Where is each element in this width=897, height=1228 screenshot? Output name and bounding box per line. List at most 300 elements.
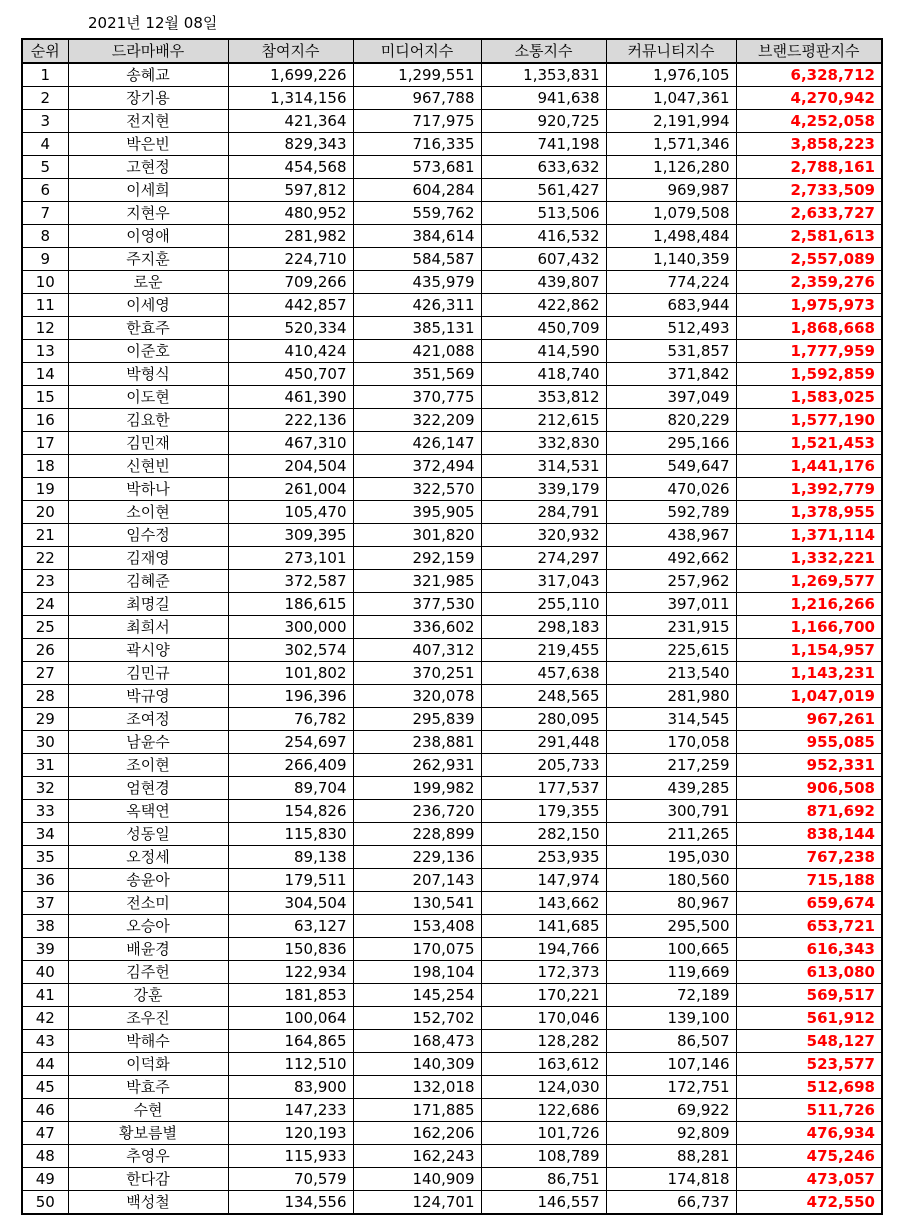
communication-cell: 124,030: [481, 1076, 606, 1099]
participation-cell: 222,136: [228, 409, 353, 432]
table-row: [22, 570, 882, 593]
rank-cell: 31: [22, 754, 68, 777]
participation-cell: 204,504: [228, 455, 353, 478]
communication-cell: 280,095: [481, 708, 606, 731]
community-cell: 300,791: [606, 800, 736, 823]
participation-cell: 63,127: [228, 915, 353, 938]
brand-reputation-cell: 1,332,221: [736, 547, 882, 570]
communication-cell: 179,355: [481, 800, 606, 823]
actor-name-cell: 성동일: [68, 823, 228, 846]
actor-name-cell: 박효주: [68, 1076, 228, 1099]
actor-name-cell: 김주헌: [68, 961, 228, 984]
community-cell: 107,146: [606, 1053, 736, 1076]
media-cell: 351,569: [353, 363, 481, 386]
media-cell: 168,473: [353, 1030, 481, 1053]
actor-name-cell: 수현: [68, 1099, 228, 1122]
community-cell: 774,224: [606, 271, 736, 294]
communication-cell: 418,740: [481, 363, 606, 386]
actor-name-cell: 전소미: [68, 892, 228, 915]
table-row: [22, 363, 882, 386]
communication-cell: 146,557: [481, 1191, 606, 1215]
communication-cell: 320,932: [481, 524, 606, 547]
brand-reputation-cell: 906,508: [736, 777, 882, 800]
header-community: 커뮤니티지수: [606, 39, 736, 63]
actor-name-cell: 전지현: [68, 110, 228, 133]
media-cell: 716,335: [353, 133, 481, 156]
rank-cell: 34: [22, 823, 68, 846]
communication-cell: 298,183: [481, 616, 606, 639]
rank-cell: 22: [22, 547, 68, 570]
brand-reputation-cell: 4,270,942: [736, 87, 882, 110]
table-row: [22, 133, 882, 156]
table-row: [22, 271, 882, 294]
table-row: [22, 1099, 882, 1122]
media-cell: 140,309: [353, 1053, 481, 1076]
media-cell: 370,775: [353, 386, 481, 409]
actor-name-cell: 곽시양: [68, 639, 228, 662]
communication-cell: 128,282: [481, 1030, 606, 1053]
actor-name-cell: 소이현: [68, 501, 228, 524]
media-cell: 153,408: [353, 915, 481, 938]
communication-cell: 163,612: [481, 1053, 606, 1076]
rank-cell: 48: [22, 1145, 68, 1168]
media-cell: 421,088: [353, 340, 481, 363]
rank-cell: 1: [22, 63, 68, 87]
header-media: 미디어지수: [353, 39, 481, 63]
community-cell: 397,049: [606, 386, 736, 409]
media-cell: 124,701: [353, 1191, 481, 1215]
actor-name-cell: 한다감: [68, 1168, 228, 1191]
table-header-row: [22, 39, 882, 63]
community-cell: 371,842: [606, 363, 736, 386]
communication-cell: 282,150: [481, 823, 606, 846]
rank-cell: 21: [22, 524, 68, 547]
media-cell: 236,720: [353, 800, 481, 823]
participation-cell: 266,409: [228, 754, 353, 777]
communication-cell: 212,615: [481, 409, 606, 432]
community-cell: 397,011: [606, 593, 736, 616]
communication-cell: 170,046: [481, 1007, 606, 1030]
rank-cell: 23: [22, 570, 68, 593]
participation-cell: 196,396: [228, 685, 353, 708]
table-row: [22, 179, 882, 202]
community-cell: 92,809: [606, 1122, 736, 1145]
community-cell: 512,493: [606, 317, 736, 340]
media-cell: 130,541: [353, 892, 481, 915]
brand-reputation-cell: 952,331: [736, 754, 882, 777]
rank-cell: 28: [22, 685, 68, 708]
table-row: [22, 317, 882, 340]
actor-name-cell: 박형식: [68, 363, 228, 386]
participation-cell: 100,064: [228, 1007, 353, 1030]
media-cell: 262,931: [353, 754, 481, 777]
table-row: [22, 547, 882, 570]
participation-cell: 120,193: [228, 1122, 353, 1145]
community-cell: 211,265: [606, 823, 736, 846]
communication-cell: 170,221: [481, 984, 606, 1007]
communication-cell: 194,766: [481, 938, 606, 961]
table-row: [22, 1076, 882, 1099]
table-row: [22, 110, 882, 133]
actor-name-cell: 조여정: [68, 708, 228, 731]
actor-name-cell: 이세영: [68, 294, 228, 317]
participation-cell: 709,266: [228, 271, 353, 294]
media-cell: 145,254: [353, 984, 481, 1007]
table-row: [22, 662, 882, 685]
participation-cell: 115,933: [228, 1145, 353, 1168]
media-cell: 132,018: [353, 1076, 481, 1099]
table-row: [22, 823, 882, 846]
rank-cell: 7: [22, 202, 68, 225]
media-cell: 377,530: [353, 593, 481, 616]
community-cell: 88,281: [606, 1145, 736, 1168]
brand-reputation-cell: 871,692: [736, 800, 882, 823]
actor-name-cell: 김요한: [68, 409, 228, 432]
media-cell: 322,209: [353, 409, 481, 432]
table-row: [22, 984, 882, 1007]
communication-cell: 122,686: [481, 1099, 606, 1122]
community-cell: 2,191,994: [606, 110, 736, 133]
rank-cell: 45: [22, 1076, 68, 1099]
actor-name-cell: 주지훈: [68, 248, 228, 271]
communication-cell: 741,198: [481, 133, 606, 156]
actor-name-cell: 추영우: [68, 1145, 228, 1168]
communication-cell: 414,590: [481, 340, 606, 363]
rank-cell: 35: [22, 846, 68, 869]
actor-name-cell: 백성철: [68, 1191, 228, 1215]
community-cell: 1,047,361: [606, 87, 736, 110]
actor-name-cell: 이영애: [68, 225, 228, 248]
community-cell: 281,980: [606, 685, 736, 708]
participation-cell: 186,615: [228, 593, 353, 616]
media-cell: 407,312: [353, 639, 481, 662]
community-cell: 531,857: [606, 340, 736, 363]
communication-cell: 253,935: [481, 846, 606, 869]
rank-cell: 25: [22, 616, 68, 639]
communication-cell: 172,373: [481, 961, 606, 984]
participation-cell: 1,699,226: [228, 63, 353, 87]
media-cell: 162,243: [353, 1145, 481, 1168]
rank-cell: 27: [22, 662, 68, 685]
brand-reputation-cell: 2,581,613: [736, 225, 882, 248]
actor-name-cell: 이도현: [68, 386, 228, 409]
brand-reputation-cell: 2,359,276: [736, 271, 882, 294]
actor-name-cell: 김혜준: [68, 570, 228, 593]
community-cell: 80,967: [606, 892, 736, 915]
table-row: [22, 800, 882, 823]
table-row: [22, 708, 882, 731]
table-row: [22, 731, 882, 754]
community-cell: 69,922: [606, 1099, 736, 1122]
actor-name-cell: 박은빈: [68, 133, 228, 156]
community-cell: 470,026: [606, 478, 736, 501]
table-row: [22, 938, 882, 961]
table-row: [22, 915, 882, 938]
brand-reputation-cell: 475,246: [736, 1145, 882, 1168]
community-cell: 86,507: [606, 1030, 736, 1053]
brand-reputation-cell: 2,733,509: [736, 179, 882, 202]
media-cell: 384,614: [353, 225, 481, 248]
rank-cell: 30: [22, 731, 68, 754]
communication-cell: 633,632: [481, 156, 606, 179]
table-row: [22, 340, 882, 363]
brand-reputation-cell: 1,166,700: [736, 616, 882, 639]
participation-cell: 450,707: [228, 363, 353, 386]
table-row: [22, 87, 882, 110]
rank-cell: 41: [22, 984, 68, 1007]
communication-cell: 284,791: [481, 501, 606, 524]
brand-reputation-cell: 838,144: [736, 823, 882, 846]
actor-name-cell: 박하나: [68, 478, 228, 501]
community-cell: 295,166: [606, 432, 736, 455]
participation-cell: 76,782: [228, 708, 353, 731]
actor-name-cell: 박해수: [68, 1030, 228, 1053]
table-row: [22, 869, 882, 892]
media-cell: 385,131: [353, 317, 481, 340]
brand-reputation-cell: 967,261: [736, 708, 882, 731]
participation-cell: 147,233: [228, 1099, 353, 1122]
table-row: [22, 846, 882, 869]
table-row: [22, 501, 882, 524]
brand-reputation-cell: 1,868,668: [736, 317, 882, 340]
communication-cell: 941,638: [481, 87, 606, 110]
media-cell: 207,143: [353, 869, 481, 892]
actor-name-cell: 이준호: [68, 340, 228, 363]
table-row: [22, 409, 882, 432]
brand-reputation-cell: 1,577,190: [736, 409, 882, 432]
brand-reputation-cell: 1,521,453: [736, 432, 882, 455]
participation-cell: 281,982: [228, 225, 353, 248]
community-cell: 174,818: [606, 1168, 736, 1191]
table-row: [22, 1191, 882, 1215]
actor-name-cell: 황보름별: [68, 1122, 228, 1145]
rank-cell: 17: [22, 432, 68, 455]
actor-name-cell: 송윤아: [68, 869, 228, 892]
rank-cell: 42: [22, 1007, 68, 1030]
brand-reputation-cell: 4,252,058: [736, 110, 882, 133]
rank-cell: 24: [22, 593, 68, 616]
table-row: [22, 1145, 882, 1168]
media-cell: 198,104: [353, 961, 481, 984]
communication-cell: 332,830: [481, 432, 606, 455]
table-row: [22, 754, 882, 777]
brand-reputation-cell: 511,726: [736, 1099, 882, 1122]
communication-cell: 513,506: [481, 202, 606, 225]
actor-name-cell: 박규영: [68, 685, 228, 708]
community-cell: 72,189: [606, 984, 736, 1007]
community-cell: 1,571,346: [606, 133, 736, 156]
media-cell: 229,136: [353, 846, 481, 869]
actor-name-cell: 오정세: [68, 846, 228, 869]
participation-cell: 302,574: [228, 639, 353, 662]
media-cell: 238,881: [353, 731, 481, 754]
community-cell: 100,665: [606, 938, 736, 961]
brand-reputation-cell: 2,557,089: [736, 248, 882, 271]
table-row: [22, 478, 882, 501]
rank-cell: 9: [22, 248, 68, 271]
rank-cell: 5: [22, 156, 68, 179]
community-cell: 820,229: [606, 409, 736, 432]
community-cell: 492,662: [606, 547, 736, 570]
actor-name-cell: 오승아: [68, 915, 228, 938]
community-cell: 1,126,280: [606, 156, 736, 179]
rank-cell: 43: [22, 1030, 68, 1053]
communication-cell: 317,043: [481, 570, 606, 593]
communication-cell: 450,709: [481, 317, 606, 340]
participation-cell: 89,138: [228, 846, 353, 869]
communication-cell: 439,807: [481, 271, 606, 294]
table-row: [22, 455, 882, 478]
communication-cell: 205,733: [481, 754, 606, 777]
actor-name-cell: 최희서: [68, 616, 228, 639]
rank-cell: 18: [22, 455, 68, 478]
communication-cell: 274,297: [481, 547, 606, 570]
brand-reputation-cell: 767,238: [736, 846, 882, 869]
communication-cell: 920,725: [481, 110, 606, 133]
participation-cell: 454,568: [228, 156, 353, 179]
report-date: 2021년 12월 08일: [88, 14, 218, 32]
community-cell: 66,737: [606, 1191, 736, 1215]
media-cell: 435,979: [353, 271, 481, 294]
media-cell: 140,909: [353, 1168, 481, 1191]
participation-cell: 134,556: [228, 1191, 353, 1215]
communication-cell: 291,448: [481, 731, 606, 754]
brand-reputation-cell: 561,912: [736, 1007, 882, 1030]
table-row: [22, 294, 882, 317]
table-row: [22, 156, 882, 179]
brand-reputation-table: [21, 38, 883, 1215]
actor-name-cell: 김민규: [68, 662, 228, 685]
communication-cell: 561,427: [481, 179, 606, 202]
brand-reputation-cell: 715,188: [736, 869, 882, 892]
brand-reputation-cell: 1,378,955: [736, 501, 882, 524]
media-cell: 171,885: [353, 1099, 481, 1122]
participation-cell: 300,000: [228, 616, 353, 639]
header-participation: 참여지수: [228, 39, 353, 63]
table-row: [22, 248, 882, 271]
actor-name-cell: 장기용: [68, 87, 228, 110]
actor-name-cell: 지현우: [68, 202, 228, 225]
community-cell: 257,962: [606, 570, 736, 593]
participation-cell: 122,934: [228, 961, 353, 984]
table-row: [22, 524, 882, 547]
participation-cell: 304,504: [228, 892, 353, 915]
community-cell: 683,944: [606, 294, 736, 317]
rank-cell: 19: [22, 478, 68, 501]
rank-cell: 44: [22, 1053, 68, 1076]
rank-cell: 26: [22, 639, 68, 662]
community-cell: 170,058: [606, 731, 736, 754]
community-cell: 217,259: [606, 754, 736, 777]
header-rank: 순위: [22, 39, 68, 63]
communication-cell: 141,685: [481, 915, 606, 938]
participation-cell: 1,314,156: [228, 87, 353, 110]
actor-name-cell: 한효주: [68, 317, 228, 340]
participation-cell: 83,900: [228, 1076, 353, 1099]
table-row: [22, 961, 882, 984]
media-cell: 426,311: [353, 294, 481, 317]
rank-cell: 39: [22, 938, 68, 961]
community-cell: 1,976,105: [606, 63, 736, 87]
actor-name-cell: 김민재: [68, 432, 228, 455]
participation-cell: 520,334: [228, 317, 353, 340]
brand-reputation-cell: 569,517: [736, 984, 882, 1007]
participation-cell: 480,952: [228, 202, 353, 225]
rank-cell: 10: [22, 271, 68, 294]
actor-name-cell: 강훈: [68, 984, 228, 1007]
media-cell: 228,899: [353, 823, 481, 846]
brand-reputation-cell: 523,577: [736, 1053, 882, 1076]
participation-cell: 261,004: [228, 478, 353, 501]
media-cell: 321,985: [353, 570, 481, 593]
actor-name-cell: 임수정: [68, 524, 228, 547]
rank-cell: 47: [22, 1122, 68, 1145]
brand-reputation-cell: 1,592,859: [736, 363, 882, 386]
participation-cell: 829,343: [228, 133, 353, 156]
community-cell: 139,100: [606, 1007, 736, 1030]
communication-cell: 339,179: [481, 478, 606, 501]
participation-cell: 224,710: [228, 248, 353, 271]
rank-cell: 33: [22, 800, 68, 823]
community-cell: 172,751: [606, 1076, 736, 1099]
rank-cell: 2: [22, 87, 68, 110]
communication-cell: 143,662: [481, 892, 606, 915]
brand-reputation-cell: 613,080: [736, 961, 882, 984]
brand-reputation-cell: 473,057: [736, 1168, 882, 1191]
communication-cell: 86,751: [481, 1168, 606, 1191]
rank-cell: 38: [22, 915, 68, 938]
community-cell: 225,615: [606, 639, 736, 662]
rank-cell: 3: [22, 110, 68, 133]
media-cell: 370,251: [353, 662, 481, 685]
actor-name-cell: 로운: [68, 271, 228, 294]
participation-cell: 372,587: [228, 570, 353, 593]
brand-reputation-cell: 2,633,727: [736, 202, 882, 225]
brand-reputation-cell: 1,047,019: [736, 685, 882, 708]
participation-cell: 179,511: [228, 869, 353, 892]
media-cell: 372,494: [353, 455, 481, 478]
media-cell: 717,975: [353, 110, 481, 133]
media-cell: 426,147: [353, 432, 481, 455]
brand-reputation-cell: 653,721: [736, 915, 882, 938]
actor-name-cell: 배윤경: [68, 938, 228, 961]
table-row: [22, 593, 882, 616]
brand-reputation-cell: 476,934: [736, 1122, 882, 1145]
participation-cell: 254,697: [228, 731, 353, 754]
table-row: [22, 685, 882, 708]
brand-reputation-cell: 1,777,959: [736, 340, 882, 363]
header-communication: 소통지수: [481, 39, 606, 63]
table-row: [22, 892, 882, 915]
communication-cell: 101,726: [481, 1122, 606, 1145]
media-cell: 292,159: [353, 547, 481, 570]
actor-name-cell: 조우진: [68, 1007, 228, 1030]
participation-cell: 164,865: [228, 1030, 353, 1053]
brand-reputation-cell: 1,154,957: [736, 639, 882, 662]
actor-name-cell: 엄현경: [68, 777, 228, 800]
table-row: [22, 63, 882, 87]
participation-cell: 115,830: [228, 823, 353, 846]
rank-cell: 15: [22, 386, 68, 409]
communication-cell: 314,531: [481, 455, 606, 478]
participation-cell: 181,853: [228, 984, 353, 1007]
participation-cell: 150,836: [228, 938, 353, 961]
participation-cell: 112,510: [228, 1053, 353, 1076]
rank-cell: 36: [22, 869, 68, 892]
communication-cell: 177,537: [481, 777, 606, 800]
community-cell: 295,500: [606, 915, 736, 938]
actor-name-cell: 남윤수: [68, 731, 228, 754]
